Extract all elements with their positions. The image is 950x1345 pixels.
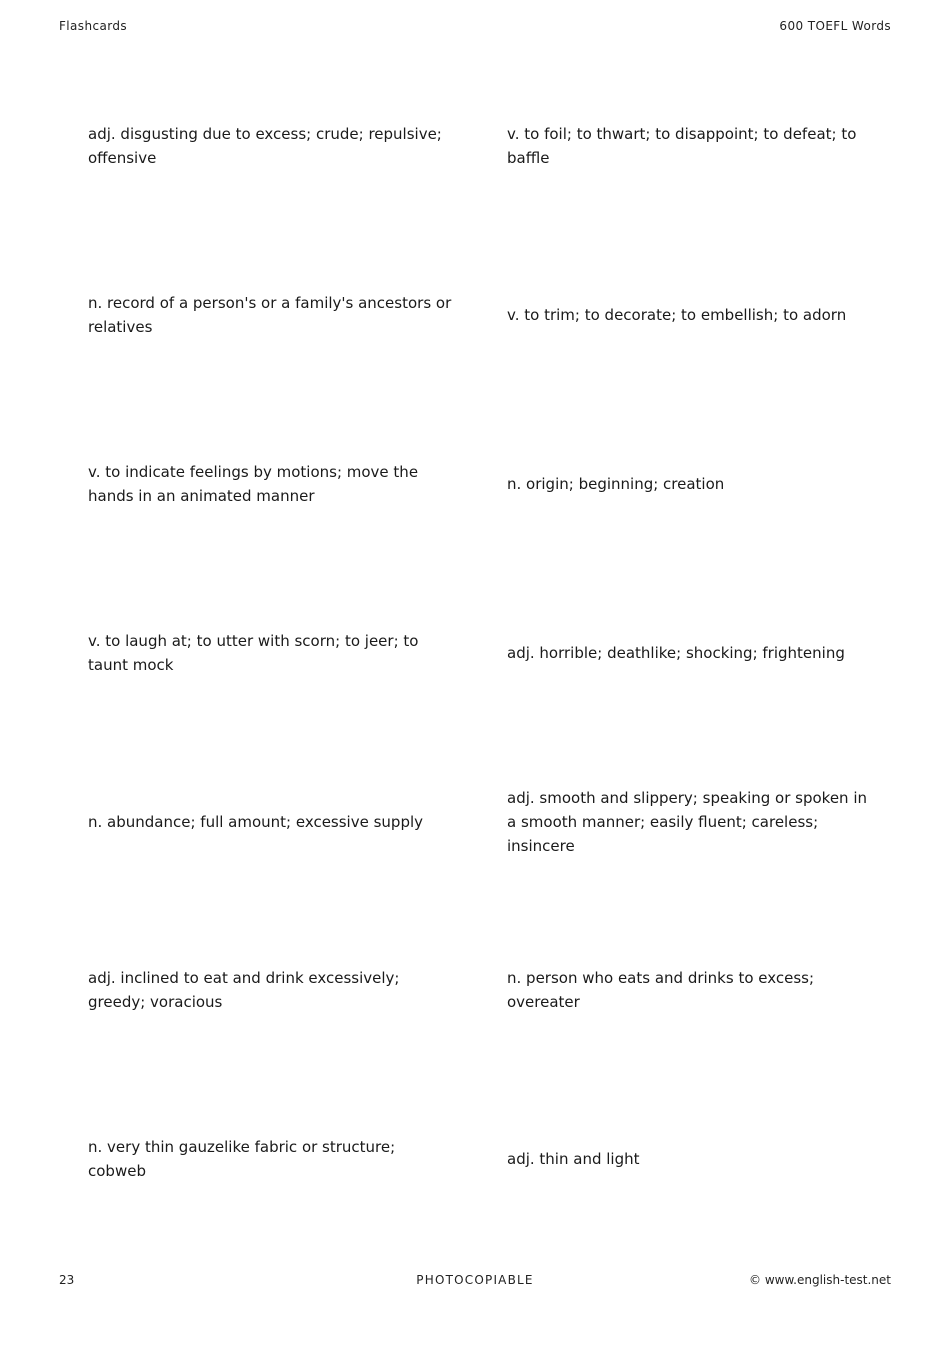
flashcard-definition: adj. smooth and slippery; speaking or spoken in a smooth manner; easily fluent; careless; insincere: [507, 788, 867, 855]
flashcard-definition: n. very thin gauzelike fabric or structure; cobweb: [88, 1138, 396, 1181]
flashcard-definition: v. to laugh at; to utter with scorn; to jeer; to taunt mock: [88, 631, 419, 674]
flashcard-row: [0, 906, 950, 1075]
flashcard-definition: adj. inclined to eat and drink excessively; greedy; voracious: [88, 969, 400, 1012]
flashcard-definition: n. abundance; full amount; excessive supply: [88, 812, 424, 831]
flashcard-definition: adj. thin and light: [507, 1150, 640, 1169]
flashcard-definition: n. origin; beginning; creation: [507, 474, 725, 493]
header-section-label: Flashcards: [59, 19, 127, 33]
copyright-url: © www.english-test.net: [749, 1273, 891, 1287]
flashcard-definition: adj. horrible; deathlike; shocking; frightening: [507, 643, 845, 662]
flashcard-row: [0, 568, 950, 737]
flashcard-definition: adj. disgusting due to excess; crude; repulsive; offensive: [88, 125, 442, 168]
flashcard-row: [0, 1075, 950, 1244]
flashcard-definition: n. record of a person's or a family's ancestors or relatives: [88, 294, 452, 337]
flashcard-definition: n. person who eats and drinks to excess; overeater: [507, 969, 815, 1012]
flashcard-row: [0, 737, 950, 906]
flashcard-definition: v. to trim; to decorate; to embellish; to adorn: [507, 306, 847, 325]
header-book-title: 600 TOEFL Words: [779, 19, 891, 33]
photocopiable-notice: PHOTOCOPIABLE: [416, 1273, 534, 1287]
flashcard-grid: [0, 62, 950, 1244]
flashcard-definition: v. to indicate feelings by motions; move the hands in an animated manner: [88, 462, 419, 505]
flashcard-row: [0, 231, 950, 400]
flashcard-row: [0, 400, 950, 569]
flashcard-row: [0, 62, 950, 231]
page-number: 23: [59, 1273, 75, 1287]
flashcard-definition: v. to foil; to thwart; to disappoint; to defeat; to baffle: [507, 125, 857, 168]
